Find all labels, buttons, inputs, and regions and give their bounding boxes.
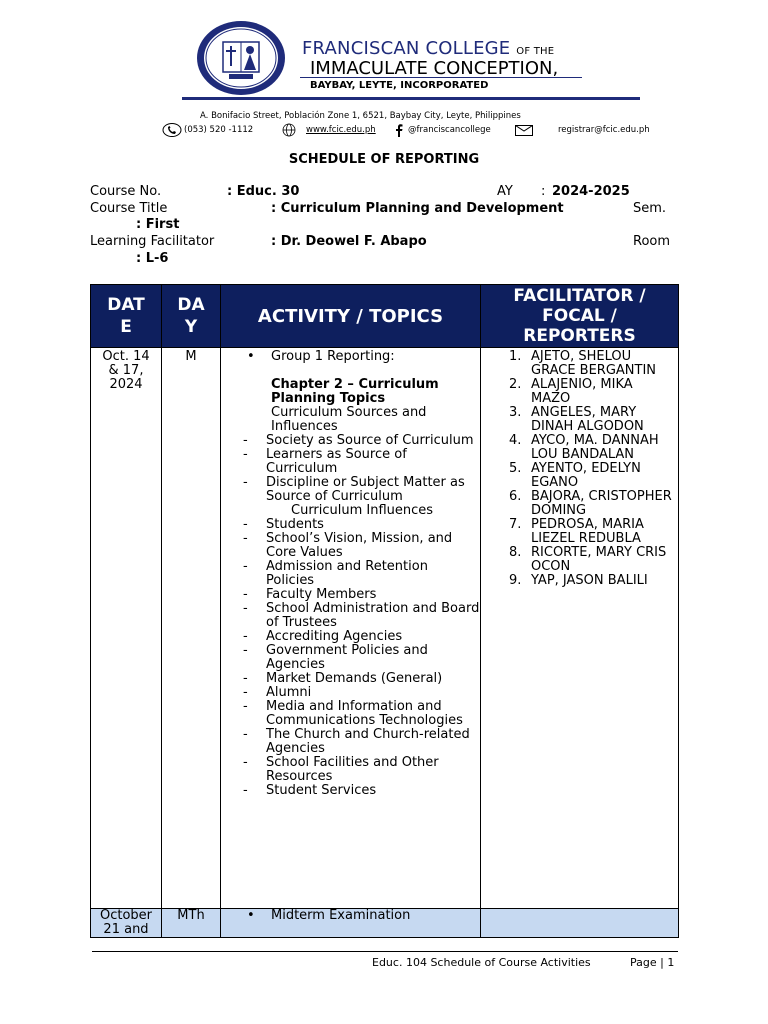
reporter-number: 5.	[509, 461, 522, 476]
ay-value: 2024-2025	[552, 184, 630, 199]
influence-item: - Media and Information and Communications Technologies	[241, 700, 480, 728]
reporter-name: RICORTE, MARY CRIS OCON	[531, 545, 667, 574]
reporter-item	[481, 462, 678, 490]
reporter-item	[481, 518, 678, 546]
influence-item: - Admission and Retention Policies	[241, 560, 480, 588]
course-title-value: : Curriculum Planning and Development	[271, 201, 564, 216]
reporter-name: AYENTO, EDELYN EGANO	[531, 461, 641, 490]
table-row	[91, 909, 679, 938]
group-reporting: • Group 1 Reporting:	[271, 349, 395, 364]
page-number: Page | 1	[630, 956, 675, 969]
sources-list	[221, 434, 480, 504]
reporter-name: ANGELES, MARY DINAH ALGODON	[531, 405, 644, 434]
source-item: - Society as Source of Curriculum	[241, 434, 480, 448]
row2-date: October 21 and	[91, 909, 162, 938]
reporter-number: 2.	[509, 377, 522, 392]
document-title: SCHEDULE OF REPORTING	[288, 152, 480, 167]
reporter-name: PEDROSA, MARIA LIEZEL REDUBLA	[531, 517, 644, 546]
reporter-number: 6.	[509, 489, 522, 504]
midterm-list	[221, 909, 480, 923]
email-address: registrar@fcic.edu.ph	[558, 125, 650, 135]
course-no-value: : Educ. 30	[227, 184, 300, 199]
reporter-item	[481, 350, 678, 378]
reporter-name: AYCO, MA. DANNAH LOU BANDALAN	[531, 433, 659, 462]
facilitator-label: Learning Facilitator	[90, 234, 215, 249]
college-name-line1: FRANCISCAN COLLEGE OF THE	[302, 38, 555, 59]
header-facilitator: FACILITATOR / FOCAL / REPORTERS	[481, 285, 679, 348]
schedule-table	[90, 284, 679, 938]
header-rule	[182, 97, 640, 100]
header-date: DAT E	[91, 285, 162, 348]
facebook-icon	[394, 123, 404, 137]
college-address: A. Bonifacio Street, Población Zone 1, 6521, Baybay City, Leyte, Philippines	[200, 111, 521, 121]
website-link[interactable]: www.fcic.edu.ph	[306, 125, 376, 135]
reporter-number: 3.	[509, 405, 522, 420]
row1-reporters	[481, 348, 679, 909]
footer-rule	[92, 951, 678, 952]
influence-item: - Government Policies and Agencies	[241, 644, 480, 672]
email-icon	[515, 125, 533, 136]
influence-item: - School’s Vision, Mission, and Core Values	[241, 532, 480, 560]
reporter-number: 8.	[509, 545, 522, 560]
phone-icon	[162, 123, 182, 137]
header-activity: ACTIVITY / TOPICS	[221, 285, 481, 348]
college-name-of-the: OF THE	[516, 46, 555, 57]
activity-bullet	[243, 350, 480, 434]
reporter-name: ALAJENIO, MIKA MAZO	[531, 377, 633, 406]
footer-course: Educ. 104 Schedule of Course Activities	[372, 956, 591, 969]
ay-colon: :	[541, 184, 546, 199]
source-item: - Discipline or Subject Matter as Source of Curriculum	[241, 476, 480, 504]
college-seal-logo	[196, 20, 286, 96]
phone-number: (053) 520 -1112	[184, 125, 254, 135]
ay-label: AY	[497, 184, 513, 199]
table-header-row	[91, 285, 679, 348]
influence-item: - Market Demands (General)	[241, 672, 480, 686]
row2-day: MTh	[162, 909, 221, 938]
reporter-number: 4.	[509, 433, 522, 448]
influences-list	[221, 518, 480, 798]
sem-value: : First	[136, 217, 180, 232]
row2-reporters	[481, 909, 679, 938]
reporter-name: AJETO, SHELOU GRACE BERGANTIN	[531, 349, 657, 378]
course-title-label: Course Title	[90, 201, 168, 216]
influence-item: - The Church and Church-related Agencies	[241, 728, 480, 756]
sem-label: Sem.	[633, 201, 667, 216]
globe-icon	[282, 123, 296, 137]
influence-item: - School Administration and Board of Trustees	[241, 602, 480, 630]
reporter-item	[481, 546, 678, 574]
sources-heading: Curriculum Sources and Influences	[271, 405, 427, 434]
influence-item: - Alumni	[241, 686, 480, 700]
influence-item: - Student Services	[241, 784, 480, 798]
college-name-line2: IMMACULATE CONCEPTION,	[310, 58, 559, 79]
reporter-number: 9.	[509, 573, 522, 588]
reporter-item	[481, 378, 678, 406]
reporter-name: BAJORA, CRISTOPHER DOMING	[531, 489, 672, 518]
facilitator-value: : Dr. Deowel F. Abapo	[271, 234, 427, 249]
row1-date: Oct. 14 & 17, 2024	[91, 348, 162, 909]
row1-day: M	[162, 348, 221, 909]
table-row	[91, 348, 679, 909]
reporter-item	[481, 406, 678, 434]
influences-heading: Curriculum Influences	[291, 503, 434, 518]
midterm-item: • Midterm Examination	[243, 909, 480, 923]
reporters-list	[481, 350, 678, 588]
influence-item: - School Facilities and Other Resources	[241, 756, 480, 784]
reporter-name: YAP, JASON BALILI	[531, 573, 648, 588]
influence-item: - Students	[241, 518, 480, 532]
reporter-number: 7.	[509, 517, 522, 532]
reporter-item	[481, 490, 678, 518]
course-no-label: Course No.	[90, 184, 162, 199]
chapter-title: Chapter 2 – Curriculum Planning Topics	[271, 377, 439, 406]
reporter-item	[481, 574, 678, 588]
source-item: - Learners as Source of Curriculum	[241, 448, 480, 476]
row2-activity	[221, 909, 481, 938]
header-day: DA Y	[162, 285, 221, 348]
contact-bar	[162, 123, 682, 137]
college-location: BAYBAY, LEYTE, INCORPORATED	[310, 80, 489, 91]
room-label: Room	[633, 234, 671, 249]
facebook-handle: @franciscancollege	[408, 125, 491, 135]
reporter-item	[481, 434, 678, 462]
room-value: : L-6	[136, 251, 169, 266]
row1-activity	[221, 348, 481, 909]
reporter-number: 1.	[509, 349, 522, 364]
influence-item: - Accrediting Agencies	[241, 630, 480, 644]
influence-item: - Faculty Members	[241, 588, 480, 602]
activity-list	[221, 350, 480, 434]
